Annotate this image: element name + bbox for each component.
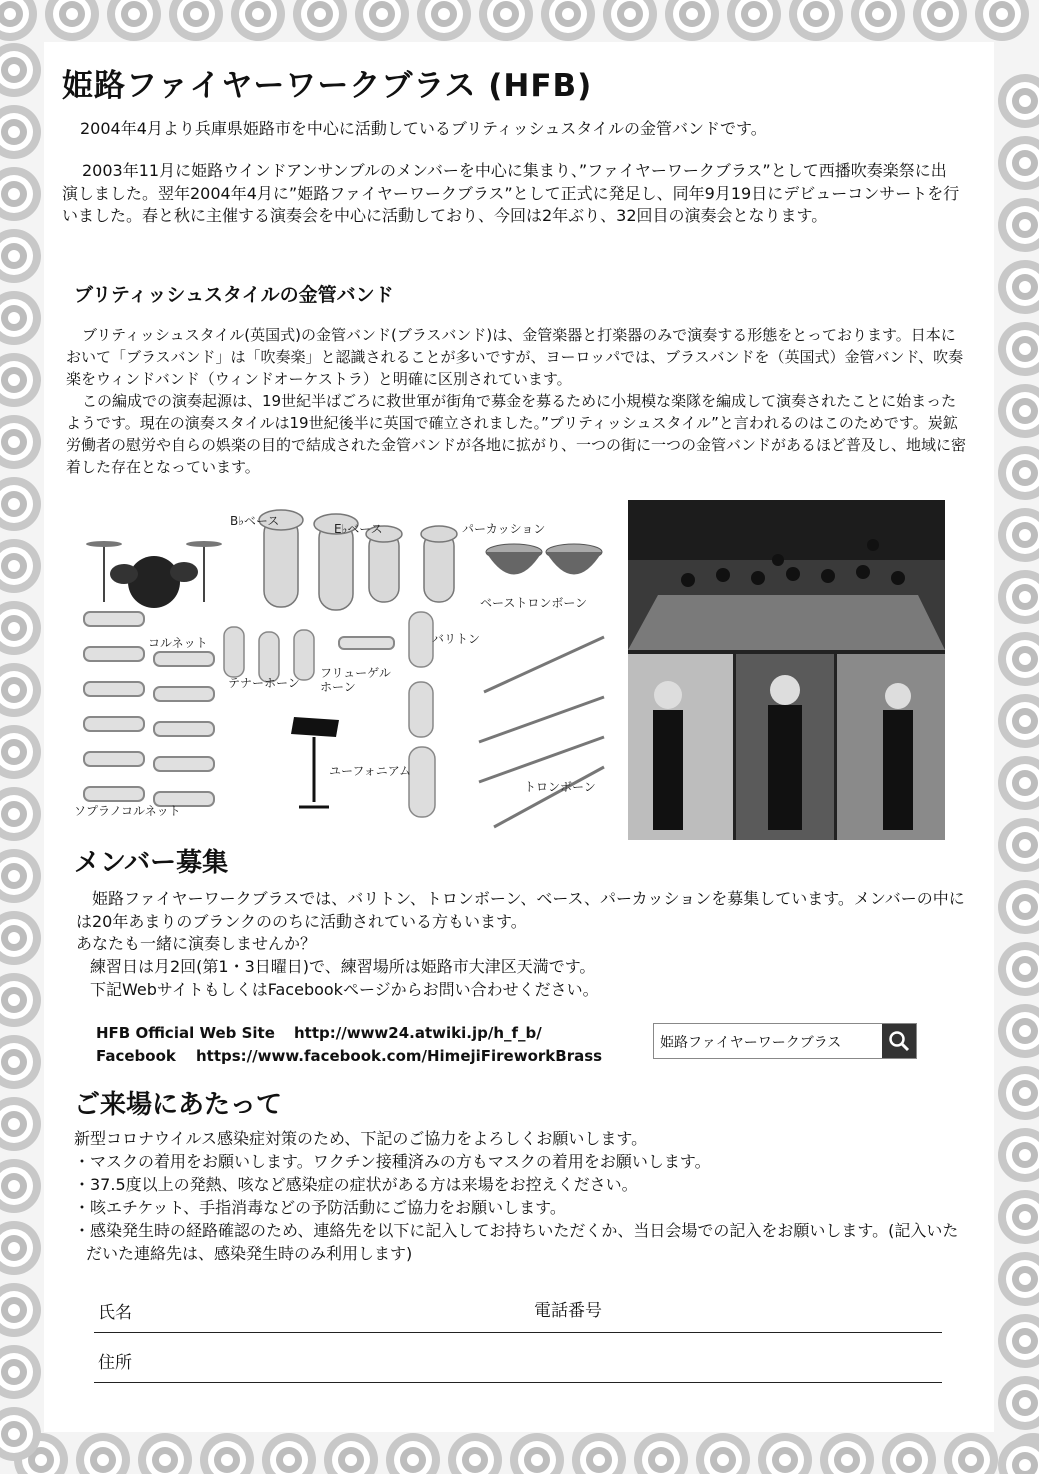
label-soprano-cornet: ソプラノコルネット (74, 804, 181, 818)
visit-item: ・37.5度以上の発熱、咳など感染症の症状がある方は来場をお控えください。 (74, 1175, 638, 1194)
british-heading: ブリティッシュスタイルの金管バンド (74, 284, 394, 306)
phone-label: 電話番号 (534, 1301, 602, 1321)
label-bass-trombone: ベーストロンボーン (480, 596, 588, 610)
visit-item: ・感染発生時の経路確認のため、連絡先を以下に記入してお持ちいただくか、当日会場での記入をお願いします。(記入いただいた連絡先は、感染発生時のみ利用します) (74, 1221, 959, 1263)
label-bb-bass: B♭ベース (230, 514, 280, 528)
name-phone-line[interactable] (94, 1332, 942, 1333)
facebook-label: Facebook (96, 1047, 176, 1065)
flugelhorn-icon (339, 637, 394, 649)
label-baritone: バリトン (432, 632, 481, 646)
search-button[interactable] (882, 1024, 916, 1058)
page-title: 姫路ファイヤーワークブラス (HFB) (62, 68, 593, 104)
label-euphonium: ユーフォニアム (329, 764, 411, 778)
label-eb-bass: E♭ベース (334, 522, 383, 536)
band-photo-collage (628, 500, 945, 840)
label-trombone: トロンボーン (524, 780, 596, 794)
members-contact: 下記WebサイトもしくはFacebookページからお問い合わせください。 (90, 980, 599, 999)
address-line[interactable] (94, 1382, 942, 1383)
intro-text: 2004年4月より兵庫県姫路市を中心に活動しているブリティッシュスタイルの金管バンドです。 (80, 119, 767, 138)
members-heading: メンバー募集 (74, 848, 229, 878)
address-label: 住所 (98, 1353, 132, 1373)
visit-lead: 新型コロナウイルス感染症対策のため、下記のご協力をよろしくお願いします。 (74, 1129, 648, 1148)
members-paragraph: 姫路ファイヤーワークブラスでは、バリトン、トロンボーン、ベース、パーカッションを募集しています。メンバーの中には20年あまりのブランクののちに活動されている方もいます。 (76, 889, 965, 931)
label-tenor-horn: テナーホーン (228, 676, 300, 690)
page-content (44, 42, 994, 1432)
search-icon (882, 1024, 916, 1058)
members-invite: あなたも一緒に演奏しませんか？ (76, 934, 317, 953)
site-url-link[interactable]: http://www24.atwiki.jp/h_f_b/ (294, 1024, 542, 1042)
visit-item: ・咳エチケット、手指消毒などの予防活動にご協力をお願いします。 (74, 1198, 566, 1217)
british-paragraph-2: この編成での演奏起源は、19世紀半ばごろに救世軍が街角で募金を募るために小規模な楽隊を編成して演奏されたことに始まったようです。現在の演奏スタイルは19世紀後半に英国で確立されました。”ブリティッシュスタイル”と言われるのはこのためです。炭鉱労働者の慰労や自らの娯楽の目的で結成された金管バンドが各地に拡がり、一つの街に一つの金管バンドがあるほど普及し、地域に密着した存在となっています。 (66, 392, 967, 476)
concert-photos (628, 500, 945, 840)
timpani-icon (486, 544, 602, 575)
members-practice: 練習日は月2回(第1・3日曜日)で、練習場所は姫路市大津区天満です。 (90, 957, 596, 976)
drum-kit-icon (86, 541, 222, 608)
label-flugelhorn: フリューゲル ホーン (320, 666, 391, 694)
visit-item: ・マスクの着用をお願いします。ワクチン接種済みの方もマスクの着用をお願いします。 (74, 1152, 711, 1171)
facebook-url-link[interactable]: https://www.facebook.com/HimejiFireworkBrass (196, 1047, 603, 1065)
trombones-icon (479, 637, 604, 827)
british-paragraph-1: ブリティッシュスタイル(英国式)の金管バンド(ブラスバンド)は、金管楽器と打楽器のみで演奏する形態をとっております。日本において「ブラスバンド」は「吹奏楽」と認識されることが多いですが、ヨーロッパでは、ブラスバンドを（英国式）金管バンド、吹奏楽をウィンドバンド（ウィンドオーケストラ）と明確に区別されています。 (66, 326, 964, 388)
search-query: 姫路ファイヤーワークブラス (660, 1035, 842, 1051)
name-label: 氏名 (98, 1303, 132, 1323)
site-label: HFB Official Web Site (96, 1024, 275, 1042)
search-box[interactable] (653, 1023, 917, 1059)
history-text: 2003年11月に姫路ウインドアンサンブルのメンバーを中心に集まり、”ファイヤーワークブラス”として西播吹奏楽祭に出演しました。翌年2004年4月に”姫路ファイヤーワークブラス”として正式に発足し、同年9月19日にデビューコンサートを行いました。春と秋に主催する演奏会を中心に活動しており、今回は2年ぶり、32回目の演奏会となります。 (62, 161, 960, 225)
label-percussion: パーカッション (462, 522, 546, 536)
visit-heading: ご来場にあたって (74, 1090, 283, 1120)
label-cornet: コルネット (148, 636, 208, 650)
